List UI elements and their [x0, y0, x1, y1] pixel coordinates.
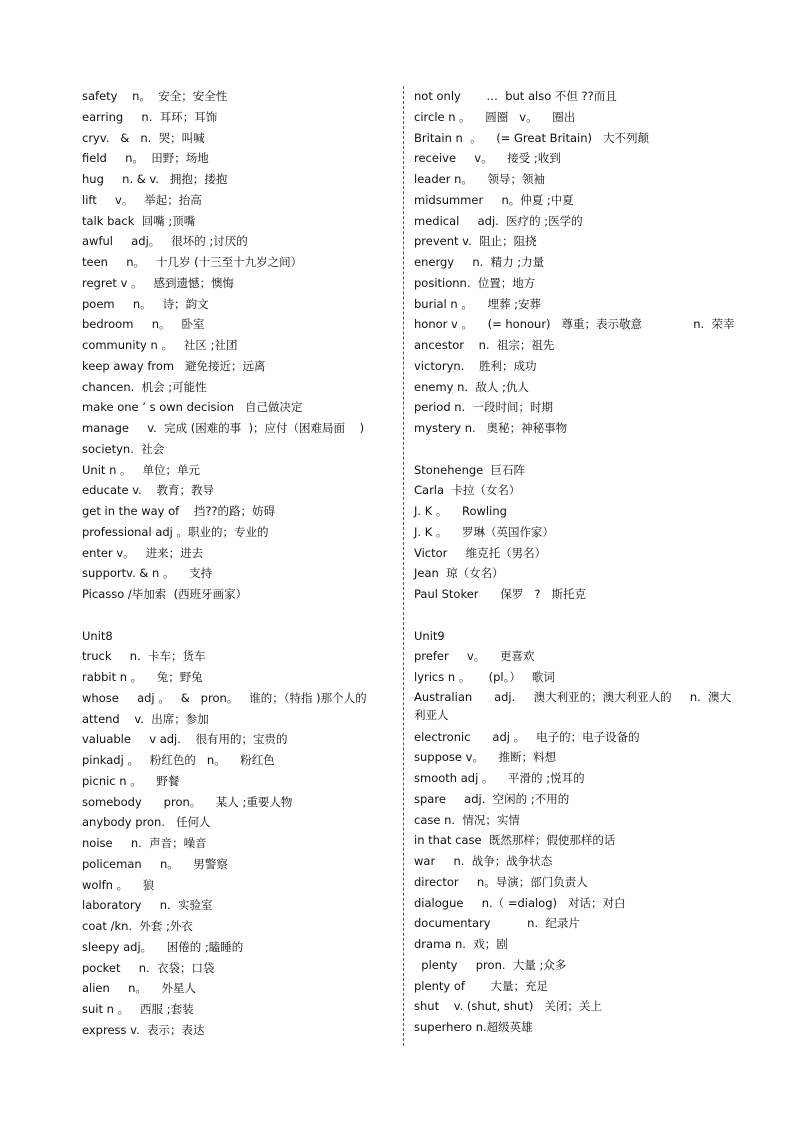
- vocab-entry: honor v 。 (= honour) 尊重；表示敬意 n. 荣幸: [414, 317, 735, 332]
- vocab-entry: war n. 战争；战争状态: [414, 854, 553, 868]
- vocab-entry: period n. 一段时间；时期: [414, 400, 554, 415]
- left-spacer: [82, 605, 396, 626]
- vocab-entry: somebody pron。 某人 ;重要人物: [82, 794, 293, 809]
- vocab-entry: Victor 维克托（男名）: [414, 545, 547, 560]
- vocab-entry: wolfn 。 狼: [82, 877, 155, 892]
- vocab-entry: field n。 田野；场地: [82, 151, 209, 166]
- vocab-entry: sleepy adj。 困倦的 ;瞌睡的: [82, 939, 244, 954]
- vocab-entry: chancen. 机会 ;可能性: [82, 379, 207, 394]
- vocab-entry: attend v. 出席；参加: [82, 711, 209, 726]
- vocab-entry: burial n 。 埋葬 ;安葬: [414, 296, 542, 311]
- right-spacer: [414, 605, 734, 626]
- vocab-entry: poem n。 诗；韵文: [82, 296, 209, 311]
- vocab-entry: rabbit n 。 兔；野兔: [82, 670, 203, 684]
- vocab-entry: ancestor n. 祖宗；祖先: [414, 338, 555, 352]
- vocab-entry: manage v. 完成 (困难的事 )；应付（困难局面 ): [82, 421, 365, 435]
- vocab-entry: Carla 卡拉（女名）: [414, 483, 521, 498]
- vocab-entry: keep away from 避免接近；远离: [82, 358, 266, 373]
- vocab-entry: case n. 情况；实情: [414, 812, 520, 827]
- vocab-entry: drama n. 戏；剧: [414, 937, 508, 951]
- vocab-entry: shut v. (shut, shut) 关闭；关上: [414, 999, 602, 1014]
- vocab-entry: Picasso /毕加索 (西班牙画家）: [82, 587, 248, 601]
- vocab-entry: safety n。 安全；安全性: [82, 89, 228, 103]
- vocab-entry: earring n. 耳环；耳饰: [82, 109, 218, 124]
- vocab-entry: valuable v adj. 很有用的；宝贵的: [82, 732, 288, 747]
- vocab-entry: in that case 既然那样；假使那样的话: [414, 833, 616, 848]
- vocab-entry: Paul Stoker 保罗 ? 斯托克: [414, 587, 586, 601]
- vocab-entry: laboratory n. 实验室: [82, 898, 213, 913]
- vocab-entry: plenty pron. 大量 ;众多: [414, 957, 567, 972]
- vocab-entry: regret v 。 感到遗憾；懊悔: [82, 275, 234, 290]
- vocab-entry: picnic n 。 野餐: [82, 773, 180, 788]
- vocab-entry: circle n 。 圆圈 v。 圈出: [414, 109, 576, 124]
- vocab-entry: policeman n。 男警察: [82, 856, 228, 871]
- column-divider: [403, 86, 404, 1046]
- vocab-entry: coat /kn. 外套 ;外衣: [82, 919, 193, 933]
- vocab-entry: Stonehenge 巨石阵: [414, 462, 526, 477]
- vocab-entry: smooth adj 。 平滑的 ;悦耳的: [414, 771, 585, 785]
- vocab-entry: whose adj 。 & pron。 谁的；（特指 )那个人的: [82, 690, 367, 705]
- vocab-entry: electronic adj 。 电子的；电子设备的: [414, 729, 640, 744]
- vocab-entry: J. K 。 罗琳（英国作家）: [414, 524, 555, 539]
- vocab-entry: plenty of 大量；充足: [414, 978, 549, 993]
- vocab-entry: cryv. & n. 哭；叫喊: [82, 130, 205, 145]
- vocab-entry: Unit n 。 单位；单元: [82, 462, 200, 477]
- right-spacer: [414, 439, 734, 460]
- vocab-entry: teen n。 十几岁 (十三至十九岁之间）: [82, 255, 303, 269]
- vocab-entry: victoryn. 胜利；成功: [414, 358, 537, 373]
- vocab-entry: enemy n. 敌人 ;仇人: [414, 379, 529, 394]
- vocab-entry: suit n 。 西服 ;套装: [82, 1002, 194, 1016]
- vocab-entry: make one ’ s own decision 自己做决定: [82, 400, 303, 415]
- vocab-entry: express v. 表示；表达: [82, 1022, 205, 1037]
- vocab-entry: alien n。 外星人: [82, 981, 196, 996]
- vocab-entry: receive v。 接受 ;收到: [414, 151, 561, 166]
- vocab-entry: suppose v。 推断；料想: [414, 750, 557, 765]
- vocab-entry: lyrics n 。 (pl。） 歌词: [414, 670, 555, 684]
- vocab-entry: talk back 回嘴 ;顶嘴: [82, 213, 196, 228]
- vocab-entry: pocket n. 衣袋；口袋: [82, 960, 215, 975]
- vocab-entry: enter v。 进来；进去: [82, 545, 204, 560]
- vocab-entry: pinkadj 。 粉红色的 n。 粉红色: [82, 753, 275, 767]
- vocab-entry: bedroom n。 卧室: [82, 317, 205, 332]
- vocab-entry: documentary n. 纪录片: [414, 916, 580, 931]
- vocab-entry: positionn. 位置；地方: [414, 275, 536, 290]
- vocab-entry: mystery n. 奥秘；神秘事物: [414, 421, 568, 435]
- vocab-entry: professional adj 。职业的；专业的: [82, 524, 269, 539]
- vocab-entry: noise n. 声音；噪音: [82, 836, 207, 850]
- vocab-entry: dialogue n.（ =dialog) 对话；对白: [414, 895, 626, 910]
- vocab-entry: anybody pron. 任何人: [82, 815, 211, 830]
- vocab-entry: superhero n.超级英雄: [414, 1020, 533, 1034]
- vocab-entry: awful adj。 很坏的 ;讨厌的: [82, 234, 248, 249]
- unit-heading: Unit9: [414, 628, 445, 643]
- vocab-entry: medical adj. 医疗的 ;医学的: [414, 213, 583, 228]
- vocab-entry: director n。导演；部门负责人: [414, 874, 588, 889]
- vocab-entry: prevent v. 阻止；阻挠: [414, 234, 537, 249]
- vocab-entry: spare adj. 空闲的 ;不用的: [414, 791, 570, 806]
- vocab-entry: get in the way of 挡??的路；妨碍: [82, 504, 276, 518]
- vocab-entry: community n 。 社区 ;社团: [82, 338, 238, 352]
- vocab-entry: Australian adj. 澳大利亚的；澳大利亚人的 n. 澳大利亚人: [414, 689, 732, 722]
- vocab-entry: leader n。 领导；领袖: [414, 172, 545, 186]
- vocab-entry: Britain n 。 (= Great Britain) 大不列颠: [414, 130, 649, 145]
- vocab-entry: societyn. 社会: [82, 441, 165, 456]
- vocab-entry: energy n. 精力 ;力量: [414, 255, 545, 269]
- vocab-entry: midsummer n。仲夏 ;中夏: [414, 192, 574, 207]
- vocab-entry: Jean 琼（女名）: [414, 566, 504, 581]
- vocab-entry: hug n. & v. 拥抱；搂抱: [82, 172, 228, 186]
- vocab-entry: educate v. 教育；教导: [82, 483, 214, 498]
- vocab-entry: lift v。 举起；抬高: [82, 192, 202, 207]
- unit-heading: Unit8: [82, 628, 113, 643]
- right-vocabulary-column: [414, 86, 734, 1038]
- vocab-entry: supportv. & n 。 支持: [82, 566, 213, 581]
- vocab-entry: prefer v。 更喜欢: [414, 649, 535, 664]
- vocab-entry: not only … but also 不但 ??而且: [414, 89, 617, 103]
- vocab-entry: J. K 。 Rowling: [414, 504, 507, 518]
- left-vocabulary-column: [82, 86, 396, 1041]
- vocab-entry: truck n. 卡车；货车: [82, 649, 206, 664]
